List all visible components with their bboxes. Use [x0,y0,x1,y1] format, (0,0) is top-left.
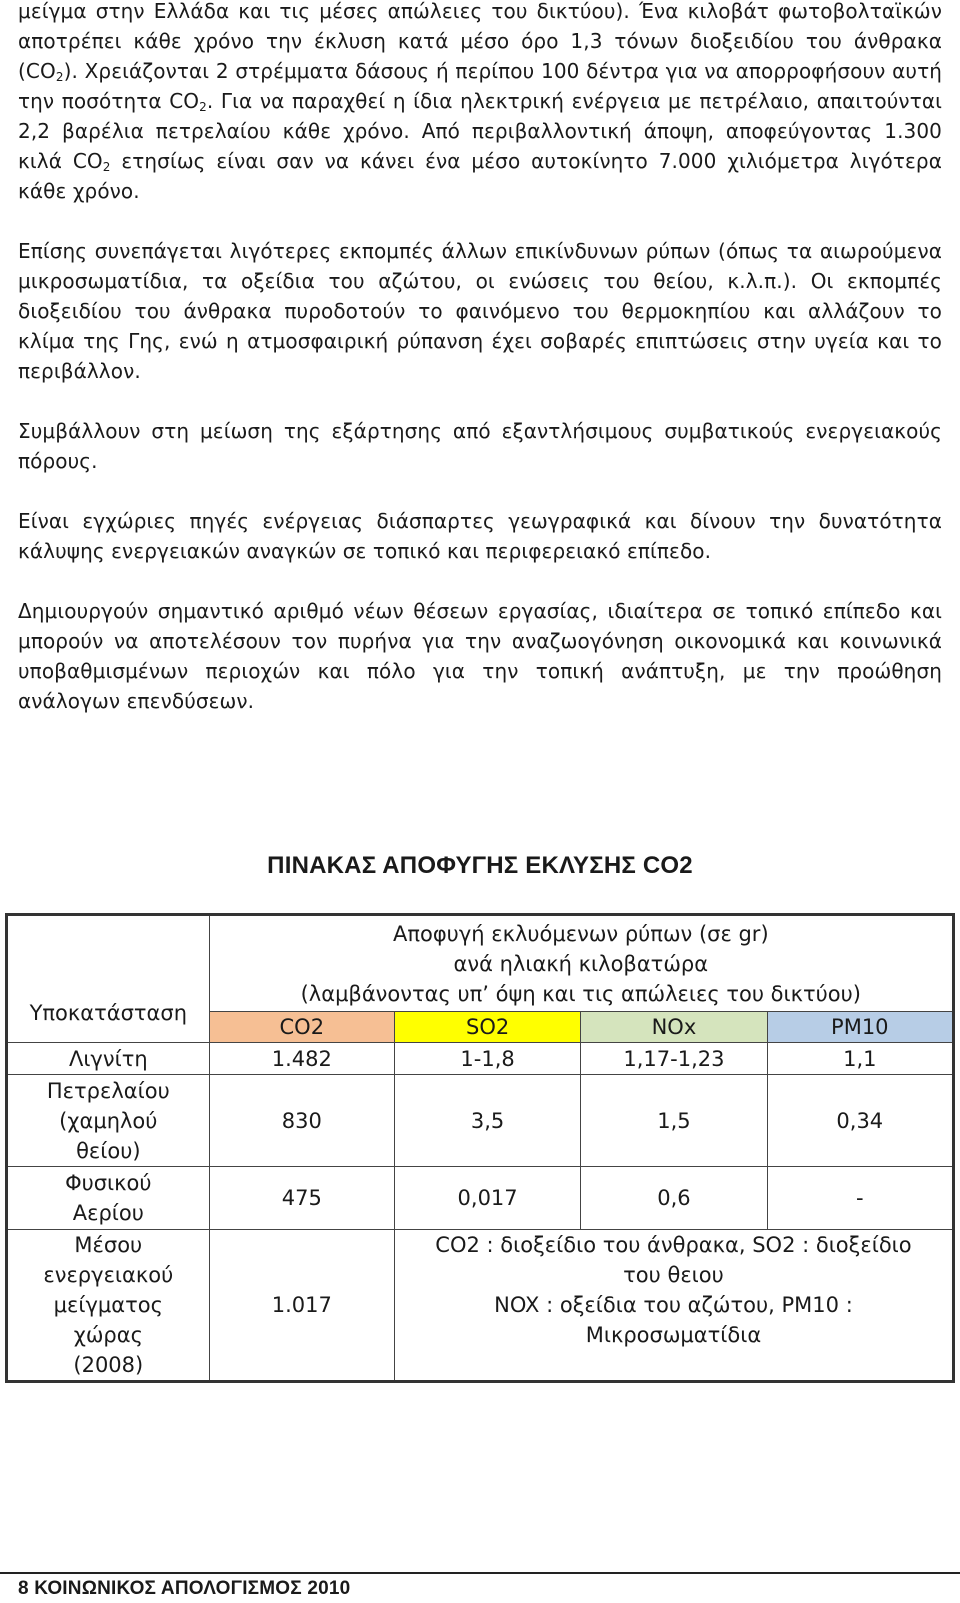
p1-text-a: μείγμα στην Ελλάδα και τις μέσες απώλειες του δικτύου). Ένα κιλοβάτ φωτοβολταϊκών αποτρέπει κάθε χρόνο την έκλυση κατά μέσο όρο 1,3 τόνων διοξειδίου του άνθρακα (CO [18,0,942,83]
cell-pm10: 0,34 [767,1075,953,1167]
table-row [7,1230,954,1382]
column-header-pm10: PM10 [767,1012,953,1043]
p1-text-d: ετησίως είναι σαν να κάνει ένα μέσο αυτοκίνητο 7.000 χιλιόμετρα λιγότερα κάθε χρόνο. [18,149,942,203]
document-body [18,0,942,746]
subscript: 2 [102,160,111,174]
note-line-1: CO2 : διοξείδιο του άνθρακα, SO2 : διοξείδιο [435,1233,912,1257]
cell-pm10: - [767,1167,953,1230]
row-label-oil [7,1075,210,1167]
footer-divider [0,1572,960,1574]
row-label-line: χώρας [73,1323,143,1347]
paragraph-other-pollutants: Επίσης συνεπάγεται λιγότερες εκπομπές άλλων επικίνδυνων ρύπων (όπως τα αιωρούμενα μικροσωματίδια, τα οξείδια του αζώτου, οι ενώσεις του θείου, κ.λ.π.). Οι εκπομπές διοξειδίου του άνθρακα πυροδοτούν το φαινόμενο του θερμοκηπίου και αλλάζουν το κλίμα της Γης, ενώ η ατμοσφαιρική ρύπανση έχει σοβαρές επιπτώσεις στην υγεία και το περιβάλλον. [18,239,942,383]
column-header-nox: NOx [581,1012,767,1043]
subscript: 2 [199,100,207,114]
row-label-line: Λιγνίτη [68,1046,148,1071]
table-title: ΠΙΝΑΚΑΣ ΑΠΟΦΥΓΗΣ ΕΚΛΥΣΗΣ CO2 [267,852,693,879]
row-label-line: (χαμηλού [59,1108,158,1133]
footer-section-title: ΚΟΙΝΩΝΙΚΟΣ ΑΠΟΛΟΓΙΣΜΟΣ 2010 [34,1578,351,1599]
cell-nox: 1,17-1,23 [581,1043,767,1075]
row-label-line: ενεργειακού [43,1263,174,1287]
note-line-4: Μικροσωματίδια [585,1323,762,1347]
group-header-line-2: ανά ηλιακή κιλοβατώρα [453,952,709,976]
group-header-line-1: Αποφυγή εκλυόμενων ρύπων (σε gr) [392,922,769,946]
row-header-text: Υποκατάσταση [29,1001,188,1025]
group-header [209,915,953,1012]
table-row [7,1167,954,1230]
emissions-table [5,913,955,1383]
column-header-co2: CO2 [209,1012,394,1043]
row-label-line: Φυσικού [65,1171,152,1195]
table-row [7,1043,954,1075]
row-header-substitution [7,915,210,1043]
cell-nox: 0,6 [581,1167,767,1230]
group-header-line-3: (λαμβάνοντας υπ’ όψη και τις απώλειες του δικτύου) [300,982,861,1006]
row-label-energy-mix [7,1230,210,1382]
row-label-line: μείγματος [53,1293,163,1317]
cell-co2: 830 [209,1075,394,1167]
p1-text-c: . Για να παραχθεί η ίδια ηλεκτρική ενέργεια με πετρέλαιο, απαιτούνται 2,2 βαρέλια πετρελαίου κάθε χρόνο. Από περιβαλλοντική άποψη, αποφεύγοντας 1.300 κιλά CO [18,89,942,173]
paragraph-jobs: Δημιουργούν σημαντικό αριθμό νέων θέσεων εργασίας, ιδιαίτερα σε τοπικό επίπεδο και μπορούν να αποτελέσουν τον πυρήνα για την αναζωογόνηση οικονομικά και κοινωνικά υποβαθμισμένων περιοχών και πόλο για την τοπική ανάπτυξη, με την προώθηση ανάλογων επενδύσεων. [18,599,942,713]
paragraph-dependency: Συμβάλλουν στη μείωση της εξάρτησης από εξαντλήσιμους συμβατικούς ενεργειακούς πόρους. [18,419,942,473]
paragraph-local-sources: Είναι εγχώριες πηγές ενέργειας διάσπαρτες γεωγραφικά και δίνουν την δυνατότητα κάλυψης ενεργειακών αναγκών σε τοπικό και περιφερειακό επίπεδο. [18,509,942,563]
cell-co2: 1.017 [209,1230,394,1382]
table-header-row [7,915,954,1012]
cell-co2: 1.482 [209,1043,394,1075]
cell-pm10: 1,1 [767,1043,953,1075]
subscript: 2 [55,70,64,84]
cell-so2: 3,5 [394,1075,580,1167]
row-label-natural-gas [7,1167,210,1230]
paragraph-pv-co2 [18,0,942,206]
row-label-line: Μέσου [74,1233,143,1257]
row-label-line: θείου) [76,1138,141,1163]
note-line-3: NOX : οξείδια του αζώτου, PM10 : [494,1293,853,1317]
cell-co2: 475 [209,1167,394,1230]
cell-so2: 1-1,8 [394,1043,580,1075]
cell-nox: 1,5 [581,1075,767,1167]
page-footer [18,1578,350,1600]
p1-text-b: ). Χρειάζονται 2 στρέμματα δάσους ή περίπου 100 δέντρα για να απορροφήσουν αυτή την ποσότητα CO [18,59,942,113]
row-label-lignite [7,1043,210,1075]
legend-note [394,1230,953,1382]
row-label-line: Πετρελαίου [46,1078,170,1103]
page-number: 8 [18,1578,29,1599]
column-header-so2: SO2 [394,1012,580,1043]
note-line-2: του θειου [623,1263,724,1287]
table-row [7,1075,954,1167]
row-label-line: Αερίου [72,1201,144,1225]
row-label-line: (2008) [73,1353,144,1377]
cell-so2: 0,017 [394,1167,580,1230]
